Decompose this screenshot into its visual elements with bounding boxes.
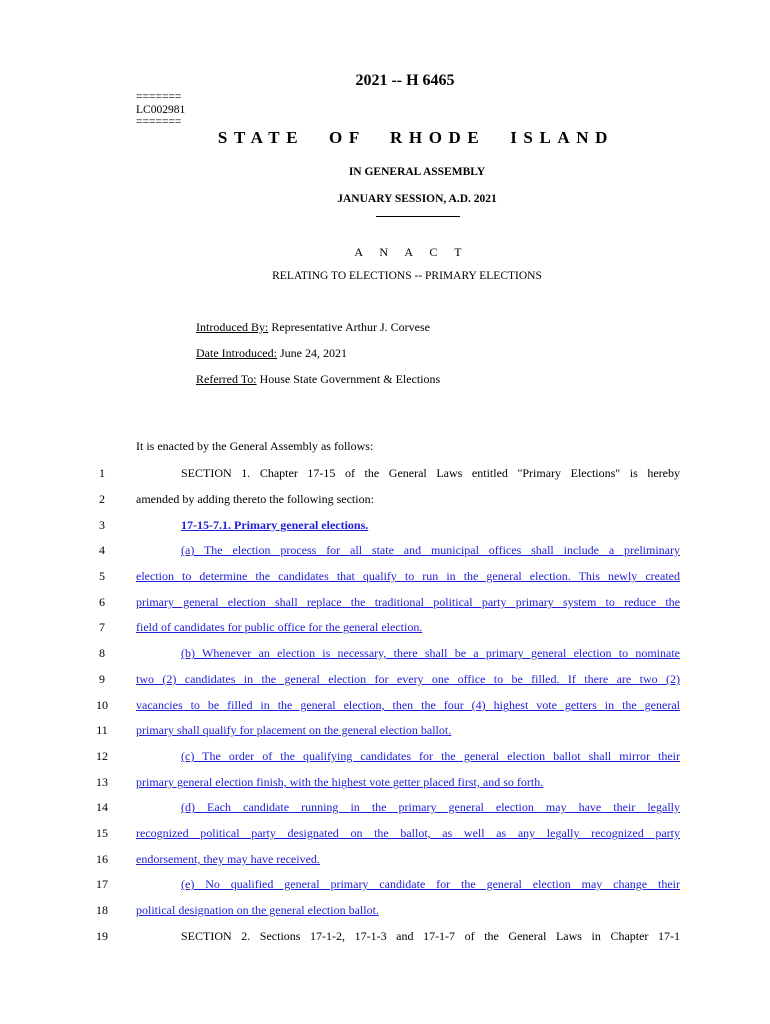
inserted-line: vacancies to be filled in the general election, then the four (4) highest vote getters in the general xyxy=(136,698,680,712)
bill-line: amended by adding thereto the following section: xyxy=(136,492,374,506)
lc-code-block xyxy=(136,91,185,129)
line-number: 17 xyxy=(96,877,108,891)
date-introduced-value: June 24, 2021 xyxy=(276,346,347,360)
inserted-text: field of candidates for public office for the general election. xyxy=(136,620,423,634)
introduced-by xyxy=(196,320,430,335)
inserted-line-short xyxy=(136,620,680,635)
inserted-line: recognized political party designated on the ballot, as well as any legally recognized party xyxy=(136,826,680,840)
title-divider xyxy=(376,216,460,217)
line-number: 1 xyxy=(99,466,105,480)
line-number: 10 xyxy=(96,698,108,712)
line-number: 3 xyxy=(99,518,105,532)
referred-to xyxy=(196,372,440,387)
lc-separator-bottom: ======= xyxy=(136,116,182,129)
line-number: 4 xyxy=(99,543,105,557)
inserted-text: primary shall qualify for placement on the general election ballot. xyxy=(136,723,452,737)
line-number: 6 xyxy=(99,595,105,609)
date-introduced xyxy=(196,346,347,361)
section-heading-line xyxy=(136,518,680,533)
inserted-line: (e) No qualified general primary candidate for the general election may change their xyxy=(181,877,680,891)
line-number: 7 xyxy=(99,620,105,634)
bill-line: SECTION 1. Chapter 17-15 of the General Laws entitled "Primary Elections" is hereby xyxy=(181,466,680,480)
inserted-line: (c) The order of the qualifying candidates for the general election ballot shall mirror their xyxy=(181,749,680,763)
referred-to-value: House State Government & Elections xyxy=(256,372,441,386)
enacting-clause: It is enacted by the General Assembly as follows: xyxy=(136,439,374,453)
lc-separator-top: ======= xyxy=(136,91,182,103)
inserted-line-short xyxy=(136,852,680,867)
inserted-text: endorsement, they may have received. xyxy=(136,852,320,866)
inserted-line: primary general election shall replace the traditional political party primary system to reduce the xyxy=(136,595,680,609)
assembly-heading: IN GENERAL ASSEMBLY xyxy=(348,166,486,178)
inserted-line: two (2) candidates in the general election for every one office to be filled. If there are two (2) xyxy=(136,672,680,686)
date-introduced-label: Date Introduced: xyxy=(196,346,277,360)
session-heading: JANUARY SESSION, A.D. 2021 xyxy=(337,193,497,205)
referred-to-label: Referred To: xyxy=(196,372,257,386)
new-section-heading: 17-15-7.1. Primary general elections. xyxy=(181,518,369,532)
line-number: 5 xyxy=(99,569,105,583)
inserted-line: (a) The election process for all state and municipal offices shall include a preliminary xyxy=(181,543,680,557)
line-number: 16 xyxy=(96,852,108,866)
line-number: 18 xyxy=(96,903,108,917)
inserted-line-short xyxy=(136,903,680,918)
line-number: 9 xyxy=(99,672,105,686)
inserted-line-short xyxy=(136,723,680,738)
lc-code: LC002981 xyxy=(136,103,186,116)
bill-number: 2021 -- H 6465 xyxy=(355,72,455,89)
inserted-text: primary general election finish, with the highest vote getter placed first, and so forth. xyxy=(136,775,544,789)
inserted-line: election to determine the candidates that qualify to run in the general election. This newly created xyxy=(136,569,680,583)
state-heading: STATE OF RHODE ISLAND xyxy=(217,128,615,147)
inserted-line-short xyxy=(136,775,680,790)
inserted-line: (d) Each candidate running in the primary general election may have their legally xyxy=(181,800,680,814)
inserted-text: political designation on the general election ballot. xyxy=(136,903,379,917)
line-number: 15 xyxy=(96,826,108,840)
inserted-line: (b) Whenever an election is necessary, there shall be a primary general election to nominate xyxy=(181,646,680,660)
line-number: 11 xyxy=(96,723,108,737)
line-number: 12 xyxy=(96,749,108,763)
line-number: 19 xyxy=(96,929,108,943)
act-heading: A N A C T xyxy=(354,245,466,259)
line-number: 13 xyxy=(96,775,108,789)
line-number: 2 xyxy=(99,492,105,506)
introduced-by-value: Representative Arthur J. Corvese xyxy=(268,320,430,334)
line-number: 8 xyxy=(99,646,105,660)
introduced-by-label: Introduced By: xyxy=(196,320,269,334)
bill-line: SECTION 2. Sections 17-1-2, 17-1-3 and 17-1-7 of the General Laws in Chapter 17-1 xyxy=(181,929,680,943)
line-number: 14 xyxy=(96,800,108,814)
relating-heading: RELATING TO ELECTIONS -- PRIMARY ELECTIONS xyxy=(272,270,542,282)
